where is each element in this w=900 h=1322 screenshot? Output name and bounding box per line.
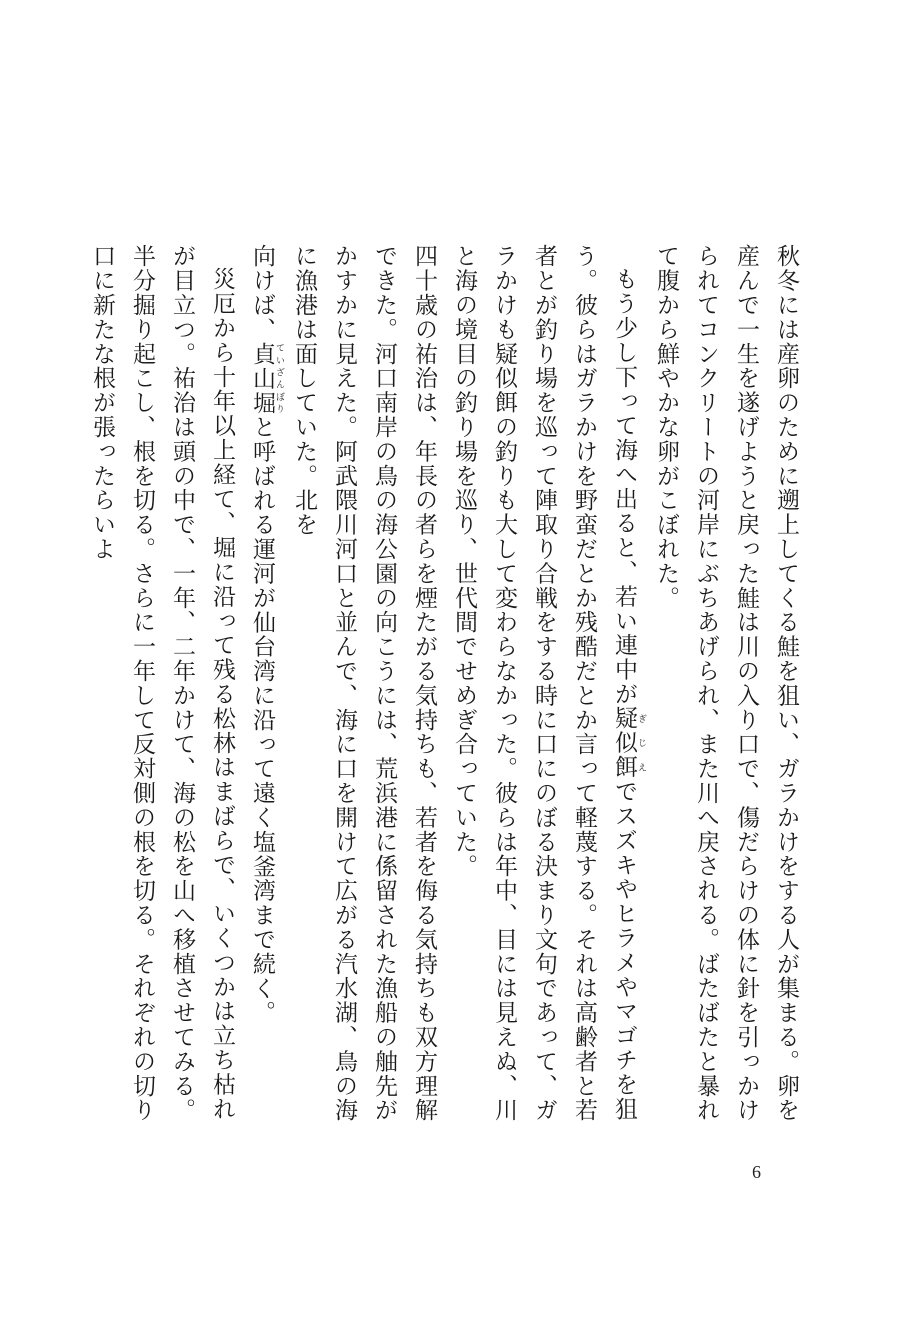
paragraph-1: 秋冬には産卵のために遡上してくる鮭を狙い、ガラかけをする人が集まる。卵を産んで一生を遂げようと戻った鮭は川の入り口で、傷だらけの体に針を引っかけられてコンクリートの河岸にぶちあげられ、また川へ戻される。ばたばたと暴れて腹から鮮やかな卵がこぼれた。 [653, 244, 799, 1123]
ruby-gijie [611, 706, 646, 780]
ruby-teizanbori-base: 貞山堀 [249, 341, 275, 415]
ruby-teizanbori [249, 341, 284, 415]
paragraph-2 [444, 244, 646, 1124]
paragraph-2-before: もう少し下って海へ出ると、若い連中が [611, 267, 637, 707]
paragraph-4-before: 向けば、 [249, 244, 275, 342]
page-number: 6 [752, 1162, 761, 1182]
paragraph-4-after: と呼ばれる運河が仙台湾に沿って遠く塩釜湾まで続く。 [249, 414, 275, 1025]
ruby-gijie-base: 疑似餌 [611, 706, 637, 780]
ruby-teizanbori-reading: ていざんぼり [274, 341, 284, 415]
ruby-gijie-reading: ぎじえ [636, 706, 646, 780]
paragraph-2-after: でスズキやヒラメやマゴチを狙う。彼らはガラかけを野蛮だとか残酷だとか言って軽蔑する。それは高齢者と若者とが釣り場を巡って陣取り合戦をする時に口にのぼる決まり文句であって、ガラかけも疑似餌の釣りも大して変わらなかった。彼らは年中、目には見えぬ、川と海の境目の釣り場を巡り、世代間でせめぎ合っていた。 [451, 244, 637, 1123]
paragraph-3: 四十歳の祐治は、年長の者らを煙たがる気持ちも、若者を侮る気持ちも双方理解できた。河口南岸の鳥の海公園の向こうには、荒浜港に係留された漁船の舳先がかすかに見えた。阿武隈川河口と並んで、海に口を開けて広がる汽水湖、鳥の海に漁港は面していた。北を [291, 244, 437, 1123]
paragraph-4 [242, 244, 284, 1124]
paragraph-5: 災厄から十年以上経て、堀に沿って残る松林はまばらで、いくつかは立ち枯れが目立つ。祐治は頭の中で、一年、二年かけて、海の松を山へ移植させてみる。半分掘り起こし、根を切る。さらに一年して反対側の根を切る。それぞれの切り口に新たな根が張ったらいよ [89, 244, 235, 1123]
vertical-text-block [86, 244, 806, 1124]
